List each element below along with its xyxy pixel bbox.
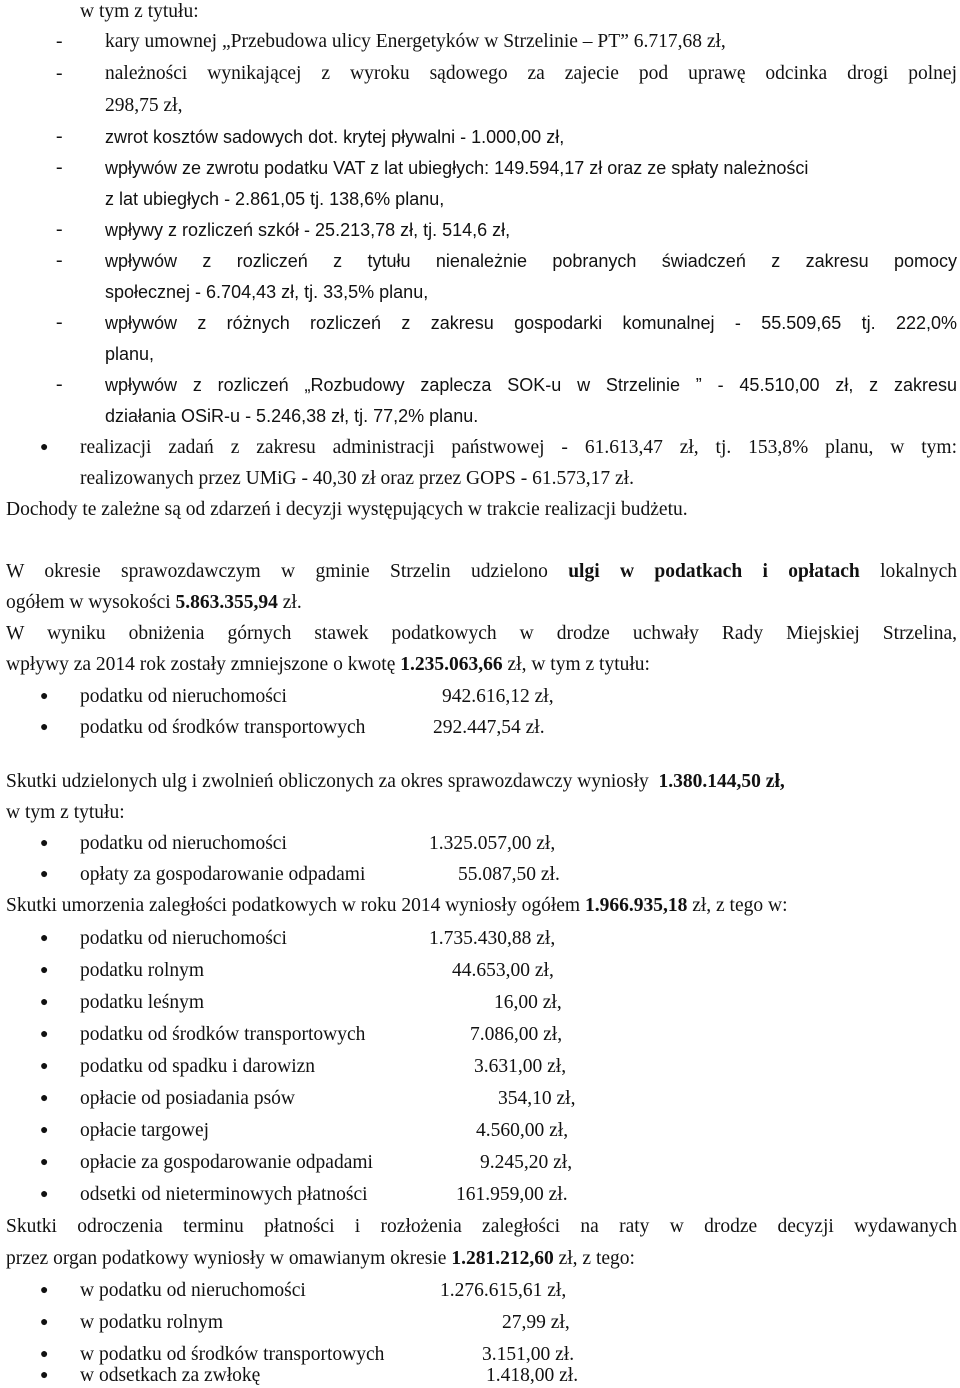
obnizenie-amount: 1.235.063,66 <box>400 654 503 675</box>
obnizenie-text-c: zł, w tym z tytułu: <box>507 654 650 675</box>
dash-marker: - <box>56 63 63 84</box>
dash-item-7-line2: planu, <box>105 344 155 364</box>
list-item-label: podatku leśnym <box>80 992 205 1013</box>
skutki-ulg-line1 <box>6 770 785 794</box>
dash-marker: - <box>56 374 63 395</box>
bullet-icon: ● <box>40 689 49 704</box>
realizacji-line1: realizacji zadań z zakresu administracji państwowej - 61.613,47 zł, tj. 153,8% planu, w tym: <box>80 437 957 458</box>
bullet-icon: ● <box>40 867 49 882</box>
list-item-label: w podatku od środków transportowych <box>80 1344 385 1365</box>
dash-item-text: rzebudowa ulicy Energetyków w Strzelinie – PT” 6.717,68 zł, <box>241 31 726 52</box>
list-item-label: podatku od nieruchomości <box>80 686 287 707</box>
list-item-amount: 354,10 zł, <box>498 1088 576 1109</box>
bullet-icon: ● <box>40 1123 49 1138</box>
realizacji-line2: realizowanych przez UMiG - 40,30 zł oraz przez GOPS - 61.573,17 zł. <box>80 468 634 489</box>
odroczenia-text-c: zł, z tego: <box>558 1248 635 1269</box>
ulgi-amount: 5.863.355,94 <box>175 592 278 613</box>
bullet-icon: ● <box>40 963 49 978</box>
bullet-icon: ● <box>40 720 49 735</box>
dash-item-text: kary umownej „P <box>105 31 242 52</box>
skutki-ulg-line2: w tym z tytułu: <box>6 802 125 823</box>
dash-marker: - <box>56 126 63 147</box>
list-item-amount: 7.086,00 zł, <box>470 1024 563 1045</box>
list-item-amount: 942.616,12 zł, <box>442 686 554 707</box>
list-item-amount: 161.959,00 zł. <box>456 1184 568 1205</box>
umorzenia-text: Skutki umorzenia zaległości podatkowych w roku 2014 wyniosły ogółem <box>6 895 581 916</box>
bullet-icon: ● <box>40 1187 49 1202</box>
list-item-label: podatku rolnym <box>80 960 205 981</box>
dochody-paragraph: Dochody te zależne są od zdarzeń i decyzji występujących w trakcie realizacji budżetu. <box>6 499 688 520</box>
dash-marker: - <box>56 250 63 271</box>
bullet-icon: ● <box>40 1091 49 1106</box>
list-item-label: podatku od środków transportowych <box>80 1024 366 1045</box>
bullet-icon: ● <box>40 1155 49 1170</box>
list-item-amount: 1.735.430,88 zł, <box>429 928 556 949</box>
obnizenie-line2 <box>6 653 650 677</box>
odroczenia-line1: Skutki odroczenia terminu płatności i rozłożenia zaległości na raty w drodze decyzji wydawanych <box>6 1216 957 1237</box>
bullet-icon: ● <box>40 1368 49 1383</box>
bullet-icon: ● <box>40 931 49 946</box>
ulgi-text-a: W okresie sprawozdawczym w gminie Strzelin udzielono <box>6 561 548 582</box>
dash-item-6-line2: społecznej - 6.704,43 zł, tj. 33,5% planu, <box>105 282 429 302</box>
umorzenia-text-c: zł, z tego w: <box>692 895 788 916</box>
dash-item-4-line2: z lat ubiegłych - 2.861,05 tj. 138,6% planu, <box>105 189 445 209</box>
ulgi-line2 <box>6 591 302 615</box>
list-item-label: podatku od nieruchomości <box>80 928 287 949</box>
ulgi-text-c: zł. <box>282 592 302 613</box>
odroczenia-amount: 1.281.212,60 <box>451 1248 554 1269</box>
umorzenia-line1 <box>6 894 788 918</box>
bullet-icon: ● <box>40 1283 49 1298</box>
dash-marker: - <box>56 157 63 178</box>
dash-marker: - <box>56 219 63 240</box>
list-item-label: opłacie targowej <box>80 1120 210 1141</box>
list-item-amount: 1.325.057,00 zł, <box>429 833 556 854</box>
list-item-amount: 16,00 zł, <box>494 992 562 1013</box>
list-item-label: w odsetkach za zwłokę <box>80 1365 261 1386</box>
dash-item-8-line2: działania OSiR-u - 5.246,38 zł, tj. 77,2% planu. <box>105 406 479 426</box>
list-item-label: opłaty za gospodarowanie odpadami <box>80 864 366 885</box>
bullet-icon: ● <box>40 1059 49 1074</box>
bullet-icon: ● <box>40 1315 49 1330</box>
list-item-amount: 27,99 zł, <box>502 1312 570 1333</box>
list-item-label: opłacie za gospodarowanie odpadami <box>80 1152 373 1173</box>
list-item-amount: 55.087,50 zł. <box>458 864 560 885</box>
dash-marker: - <box>56 31 63 52</box>
list-item-amount: 292.447,54 zł. <box>433 717 545 738</box>
dash-item-2-line2: 298,75 zł, <box>105 95 183 116</box>
intro-text: w tym z tytułu: <box>80 1 199 22</box>
dash-item-1 <box>105 30 726 54</box>
dash-item-3: zwrot kosztów sadowych dot. krytej pływalni - 1.000,00 zł, <box>105 127 565 147</box>
ulgi-text-a: ogółem w wysokości <box>6 592 171 613</box>
ulgi-line1 <box>6 560 957 584</box>
list-item-amount: 4.560,00 zł, <box>476 1120 569 1141</box>
list-item-label: w podatku od nieruchomości <box>80 1280 306 1301</box>
skutki-ulg-text: Skutki udzielonych ulg i zwolnień obliczonych za okres sprawozdawczy wyniosły <box>6 771 649 792</box>
list-item-amount: 44.653,00 zł, <box>452 960 554 981</box>
ulgi-text-c: lokalnych <box>880 561 958 582</box>
dash-item-4-line1: wpływów ze zwrotu podatku VAT z lat ubiegłych: 149.594,17 zł oraz ze spłaty należności <box>105 158 809 178</box>
obnizenie-line1: W wyniku obniżenia górnych stawek podatkowych w drodze uchwały Rady Miejskiej Strzelina, <box>6 623 957 644</box>
dash-item-2-line1: należności wynikającej z wyroku sądowego za zajecie pod uprawę odcinka drogi polnej <box>105 63 957 84</box>
skutki-ulg-amount: 1.380.144,50 zł, <box>658 771 785 792</box>
dash-item-7-line1: wpływów z różnych rozliczeń z zakresu gospodarki komunalnej - 55.509,65 tj. 222,0% <box>105 313 957 333</box>
bullet-icon: ● <box>40 1027 49 1042</box>
bullet-icon: ● <box>40 995 49 1010</box>
list-item-amount: 3.631,00 zł, <box>474 1056 567 1077</box>
list-item-label: podatku od nieruchomości <box>80 833 287 854</box>
list-item-amount: 1.276.615,61 zł, <box>440 1280 567 1301</box>
list-item-amount: 9.245,20 zł, <box>480 1152 573 1173</box>
ulgi-text-bold: ulgi w podatkach i opłatach <box>568 561 860 582</box>
bullet-icon: ● <box>40 440 49 455</box>
odroczenia-line2 <box>6 1247 635 1271</box>
dash-item-6-line1: wpływów z rozliczeń z tytułu nienależnie pobranych świadczeń z zakresu pomocy <box>105 251 957 271</box>
bullet-icon: ● <box>40 836 49 851</box>
list-item-amount: 3.151,00 zł. <box>482 1344 575 1365</box>
odroczenia-text: przez organ podatkowy wyniosły w omawianym okresie <box>6 1248 447 1269</box>
list-item-label: w podatku rolnym <box>80 1312 223 1333</box>
list-item-label: podatku od środków transportowych <box>80 717 366 738</box>
list-item-label: odsetki od nieterminowych płatności <box>80 1184 368 1205</box>
umorzenia-amount: 1.966.935,18 <box>584 895 688 916</box>
dash-item-8-line1: wpływów z rozliczeń „Rozbudowy zaplecza SOK-u w Strzelinie ” - 45.510,00 zł, z zakresu <box>105 375 957 395</box>
dash-item-5: wpływy z rozliczeń szkół - 25.213,78 zł, tj. 514,6 zł, <box>105 220 511 240</box>
obnizenie-text-a: wpływy za 2014 rok zostały zmniejszone o kwotę <box>6 654 396 675</box>
list-item-amount: 1.418,00 zł. <box>486 1365 579 1386</box>
list-item-label: opłacie od posiadania psów <box>80 1088 295 1109</box>
dash-marker: - <box>56 312 63 333</box>
list-item-label: podatku od spadku i darowizn <box>80 1056 316 1077</box>
bullet-icon: ● <box>40 1347 49 1362</box>
